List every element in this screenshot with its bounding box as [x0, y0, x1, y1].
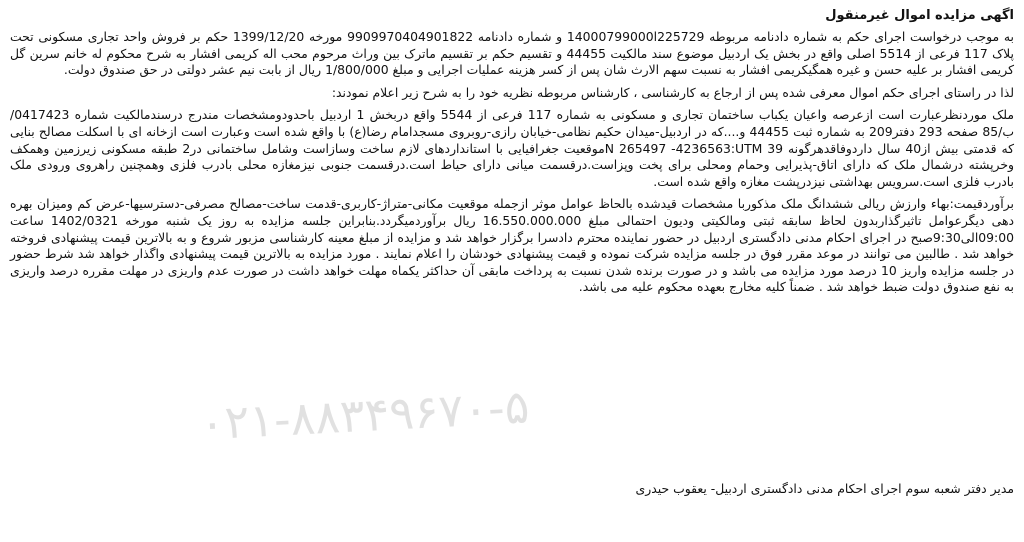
signature-line: مدیر دفتر شعبه سوم اجرای احکام مدنی دادگستری اردبیل- یعقوب حیدری: [635, 481, 1014, 496]
paragraph-valuation-auction: برآوردقیمت:بهاء وارزش ریالی ششدانگ ملک مذکوربا مشخصات قیدشده بالحاظ عوامل موثر ازجمله موقعیت مکانی-متراژ-کاربری-قدمت ساخت-مصالح مصرفی-دسترسیها-عرض کم ومیزان بهره دهی دیگرعوامل تاثیرگذاربدون لحاظ سابقه ثبتی ومالکیتی ودیون احتمالی مبلغ 16.550.000.000 ریال برآوردمیگردد.بنابراین جلسه مزایده به روز یک شنبه مورخه 1402/0321 ساعت 09:00الی9:30صبح در اجرای احکام مدنی دادگستری اردبیل در حضور نماینده محترم دادسرا برگزار خواهد شد و مزایده از مبلغ معینه کارشناسی مزبور شروع و به بالاترین قیمت پیشنهادی فروخته خواهد شد . طالبین می توانند در موعد مقرر فوق در جلسه مزایده شرکت نموده و قیمت پیشنهادی خودشان را اعلام نمایند . مورد مزایده به بالاترین قیمت پیشنهادی واگذار خواهد شد شرط حضور در جلسه مزایده واریز 10 درصد مورد مزایده می باشد و در صورت برنده شدن نسبت به پرداخت مابقی آن حداکثر یکماه مهلت خواهد داشت در صورت عدم واریزی در مهلت مقرره درصد واریزی به نفع صندوق دولت ضبط خواهد شد . ضمناً کلیه مخارج بعهده محکوم علیه می باشد.: [10, 196, 1014, 295]
phone-watermark: ۰۲۱-۸۸۳۴۹۶۷۰-۵: [198, 379, 531, 451]
notice-title: اگهی مزایده اموال غیرمنقول: [825, 8, 1014, 23]
paragraph-request: به موجب درخواست اجرای حکم به شماره دادنامه مربوطه 14000799000l225729 و شماره دادنامه 9909970404901822 مورخه 1399/12/20 حکم بر فروش واحد تجاری مسکونی تحت پلاک 117 فرعی از 5514 اصلی واقع در بخش یک اردبیل موضوع سند مالکیت 44455 و تقسیم حکم بر تقسیم ماترک بین وراث مرحوم محب اله کریمی افشار به شرح محکوم له خانم سرین گل کریمی افشار بر علیه حسن و غیره همگیکریمی افشار به نسبت سهم الارث شان پس از کسر هزینه عملیات اجرایی و مبلغ 1/800/000 ریال از بابت نیم عشر دولتی در حق صندوق دولت.: [10, 29, 1015, 78]
paragraph-property-description: ملک موردنظرعبارت است ازعرصه واعیان یکباب ساختمان تجاری و مسکونی به شماره 117 فرعی از 5544 واقع دربخش 1 اردبیل باحدودومشخصات مندرج درسندمالکیت شماره 0417423/ب/85 صفحه 293 دفتر209 به شماره ثبت 44455 و....که در اردبیل-میدان حکیم نظامی-خیابان رازی-روبروی مسجدامام رضا(ع) با واقع شده است وعبارت است ازخانه ای با اسکلت مصالح بنایی که قدمتی بیش از40 سال داردوفاقدهرگونه 39 N 265497 -4236563:UTMموقعیت جغرافیایی با استانداردهای لازم ساخت وسازاست وشامل ساختمانی در2 طبقه مسکونی زیرزمین وهمکف وخرپشته درشمال ملک که دارای اتاق-پذیرایی وحمام ومحلی برای پخت وپزاست.درقسمت میانی دارای حیاط است.درقسمت جنوبی نیزمغازه محلی بادرب فلزی وهمچنین راهروی ورودی ملک بادرب فلزی است.سرویس بهداشتی نیزدرپشت مغازه واقع شده است.: [10, 107, 1014, 189]
paragraph-expert-intro: لذا در راستای اجرای حکم اموال معرفی شده پس از ارجاع به کارشناسی ، کارشناس مربوطه نظریه خود را به شرح زیر اعلام نمودند:: [331, 84, 1014, 100]
